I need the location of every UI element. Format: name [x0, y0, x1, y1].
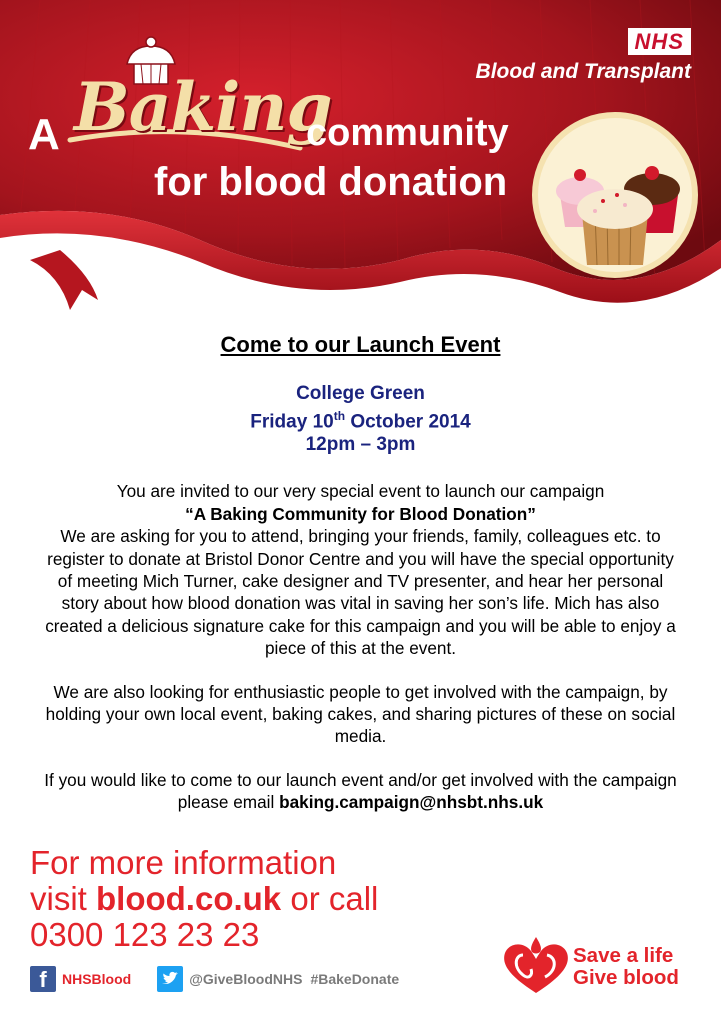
more-info-block	[30, 845, 378, 953]
date-prefix: Friday 10	[250, 411, 334, 433]
intro-paragraph	[40, 480, 681, 659]
social-links	[30, 965, 399, 993]
twitter-icon[interactable]	[157, 966, 183, 992]
contact-email-link[interactable]: baking.campaign@nhsbt.nhs.uk	[279, 792, 544, 813]
hashtag: #BakeDonate	[310, 971, 400, 987]
logo-line2: Give blood	[573, 966, 679, 989]
logo-line1: Save a life	[573, 944, 674, 967]
event-location: College Green	[296, 383, 425, 404]
info-line2	[30, 881, 378, 917]
date-suffix: th	[333, 409, 346, 423]
phone-number[interactable]: 0300 123 23 23	[30, 916, 260, 953]
involvement-paragraph: We are also looking for enthusiastic people to get involved with the campaign, by holding your own local event, baking cakes, and sharing pictures of these on social media.	[45, 681, 676, 747]
facebook-icon[interactable]: f	[30, 966, 56, 992]
info-call: or call	[281, 880, 379, 917]
ribbon-tail	[30, 250, 98, 310]
event-time: 12pm – 3pm	[305, 434, 416, 456]
org-name: Blood and Transplant	[475, 60, 691, 83]
contact-paragraph	[40, 769, 681, 814]
header-banner	[0, 0, 721, 320]
title-a: A	[28, 110, 60, 159]
intro-line: You are invited to our very special event to launch our campaign	[116, 481, 605, 502]
contact-text: If you would like to come to our launch event and/or get involved with the campaign please email	[44, 769, 677, 813]
title-line2: for blood donation	[154, 160, 508, 204]
campaign-name: “A Baking Community for Blood Donation”	[185, 503, 536, 524]
logo-text	[573, 945, 679, 989]
title-community: community	[306, 112, 509, 154]
event-date	[40, 405, 681, 433]
twitter-bird-glyph	[157, 966, 183, 992]
heart-drop-icon	[501, 935, 571, 997]
title-baking: Baking	[74, 68, 332, 146]
launch-heading: Come to our Launch Event	[220, 332, 501, 357]
cupcakes-plate-illustration	[535, 115, 695, 275]
date-rest: October 2014	[345, 411, 471, 433]
website-link[interactable]: blood.co.uk	[96, 880, 282, 917]
main-content	[40, 330, 681, 814]
vanilla-cupcake	[577, 189, 653, 265]
info-visit: visit	[30, 880, 96, 917]
give-blood-logo	[501, 935, 693, 997]
facebook-handle[interactable]: NHSBlood	[62, 971, 132, 987]
twitter-handle[interactable]: @GiveBloodNHS	[189, 971, 303, 987]
nhs-logo: NHS	[628, 28, 691, 55]
info-line1: For more information	[30, 844, 337, 881]
event-details	[40, 382, 681, 456]
intro-text: We are asking for you to attend, bringing your friends, family, colleagues etc. to register to donate at Bristol Donor Centre and you will have the special opportunity of meeting Mich Turner, cake designer and TV presenter, and hear her personal story about how blood donation was vital in saving her son’s life. Mich has also created a delicious signature cake for this campaign and you will be able to enjoy a piece of this at the event.	[45, 526, 676, 659]
